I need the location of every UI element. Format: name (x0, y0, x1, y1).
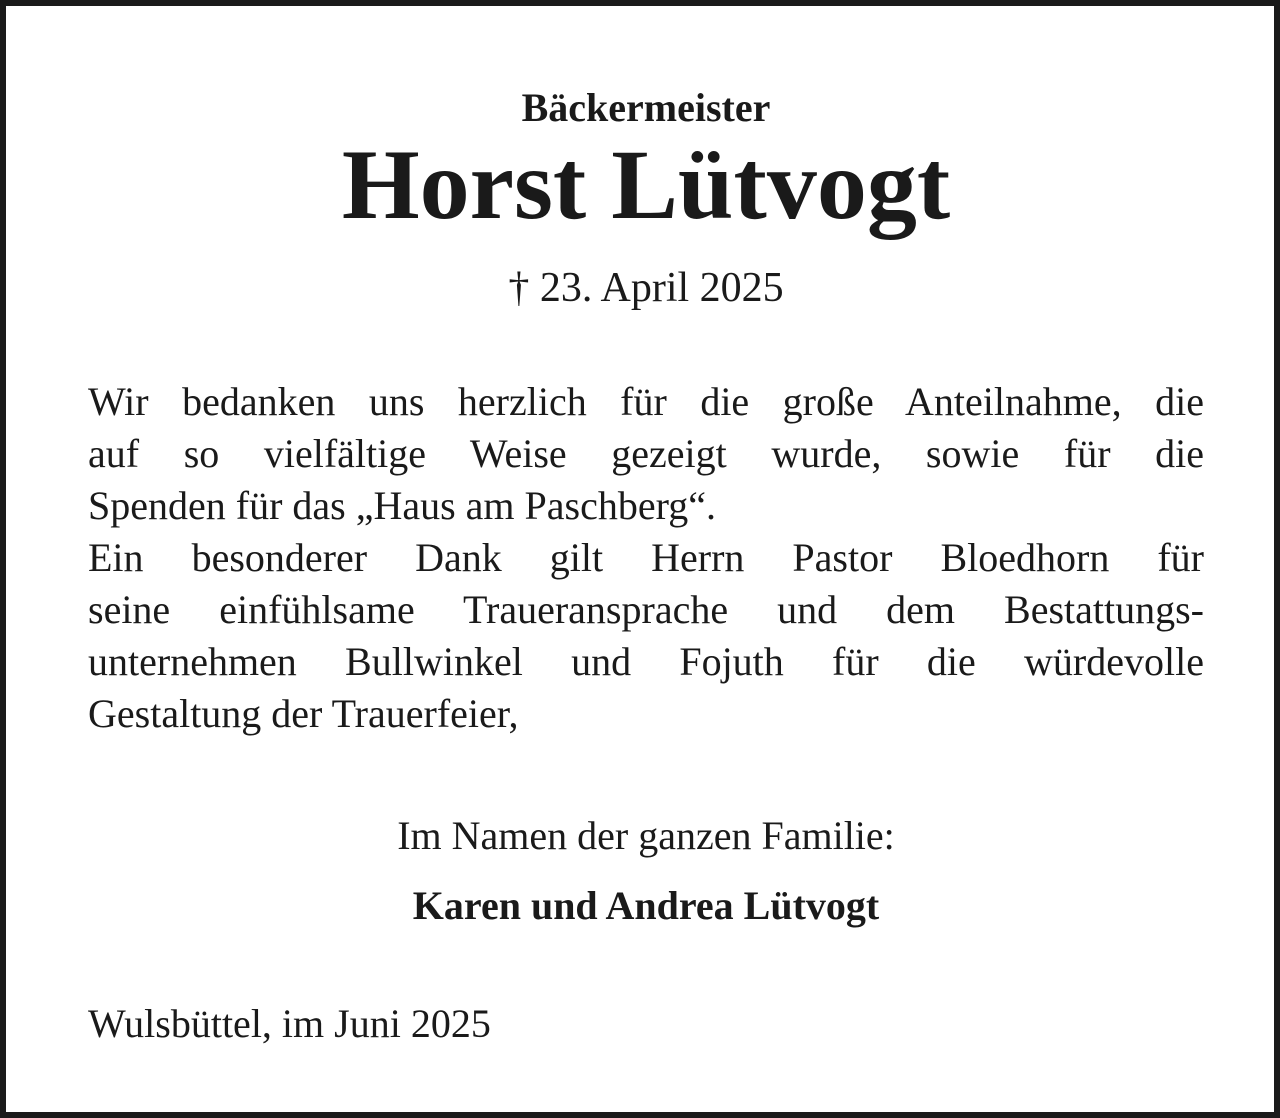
death-date: † 23. April 2025 (508, 265, 784, 311)
body-line: auf so vielfältige Weise gezeigt wurde, sowie für die (88, 431, 1204, 476)
body-line: Gestaltung der Trauerfeier, (88, 691, 519, 736)
closing-line: Im Namen der ganzen Familie: (397, 813, 895, 858)
place-date: Wulsbüttel, im Juni 2025 (88, 1001, 491, 1046)
signers: Karen und Andrea Lütvogt (412, 883, 880, 928)
profession-title: Bäckermeister (521, 85, 771, 130)
body-line: unternehmen Bullwinkel und Fojuth für die würdevolle (88, 639, 1204, 684)
body-line: seine einfühlsame Traueransprache und dem Bestattungs- (88, 587, 1204, 632)
body-line: Spenden für das „Haus am Paschberg“. (88, 483, 716, 528)
deceased-name: Horst Lütvogt (341, 129, 951, 240)
body-line: Ein besonderer Dank gilt Herrn Pastor Bloedhorn für (88, 535, 1204, 580)
thank-you-text (88, 376, 1204, 740)
body-line: Wir bedanken uns herzlich für die große Anteilnahme, die (88, 379, 1204, 424)
